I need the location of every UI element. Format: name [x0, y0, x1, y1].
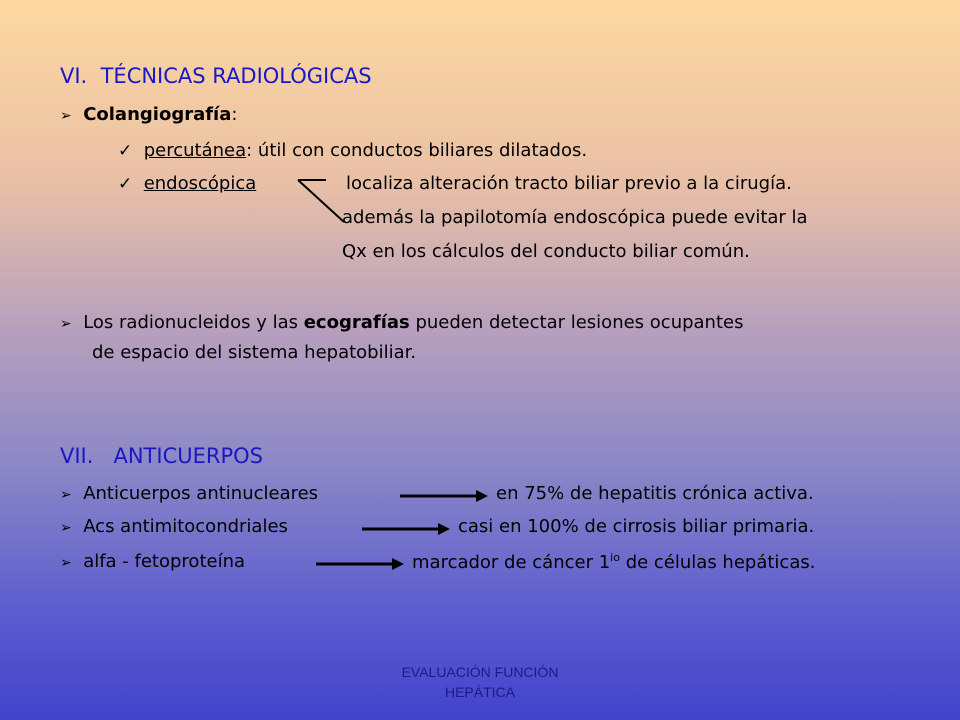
endoscopica-term: endoscópica [143, 173, 257, 194]
checkmark-icon: ✓ [118, 174, 133, 194]
arrow-bullet-icon: ➢ [60, 487, 72, 503]
radionucleidos-text-pre: Los radionucleidos y las [83, 312, 304, 333]
section-7-number: VII. [60, 444, 94, 468]
arrow-bullet-icon: ➢ [60, 108, 72, 124]
footer-line-1: EVALUACIÓN FUNCIÓN [401, 664, 559, 680]
colangiografia-colon: : [231, 104, 238, 125]
percutanea-term: percutánea [143, 140, 247, 161]
radionucleidos-text-post: pueden detectar lesiones ocupantes [409, 312, 744, 333]
fetoproteina-superscript: io [610, 551, 620, 564]
fetoproteina-item [60, 551, 245, 572]
antimitocondriales-label: Acs antimitocondriales [83, 516, 288, 537]
radionucleidos-line2: de espacio del sistema hepatobiliar. [92, 342, 417, 363]
antinucleares-item [60, 483, 318, 504]
antinucleares-label: Anticuerpos antinucleares [83, 483, 319, 504]
slide-footer [340, 662, 620, 702]
fetoproteina-value [412, 551, 815, 573]
colangiografia-label: Colangiografía [83, 104, 232, 125]
arrow-right-icon [362, 522, 452, 536]
section-6-number: VI. [60, 64, 88, 88]
percutanea-item [118, 140, 587, 161]
fetoproteina-value-pre: marcador de cáncer 1 [412, 552, 611, 573]
endoscopica-line2: además la papilotomía endoscópica puede evitar la [342, 207, 808, 228]
footer-line-2: HEPÁTICA [444, 684, 515, 700]
radionucleidos-item [60, 312, 743, 333]
percutanea-description: : útil con conductos biliares dilatados. [246, 140, 588, 161]
colangiografia-item [60, 104, 237, 125]
checkmark-icon: ✓ [118, 141, 133, 161]
endoscopica-item [118, 173, 256, 194]
ecografias-term: ecografías [303, 312, 410, 333]
arrow-bullet-icon: ➢ [60, 316, 72, 332]
section-7-title: ANTICUERPOS [113, 444, 263, 468]
arrow-right-icon [316, 557, 406, 571]
section-6-heading [60, 64, 372, 88]
arrow-bullet-icon: ➢ [60, 555, 72, 571]
section-7-heading [60, 444, 263, 468]
antinucleares-value: en 75% de hepatitis crónica activa. [496, 483, 814, 504]
section-6-title: TÉCNICAS RADIOLÓGICAS [100, 64, 372, 88]
antimitocondriales-value: casi en 100% de cirrosis biliar primaria. [458, 516, 815, 537]
fetoproteina-value-post: de células hepáticas. [619, 552, 816, 573]
endoscopica-line3: Qx en los cálculos del conducto biliar común. [342, 241, 750, 262]
arrow-bullet-icon: ➢ [60, 520, 72, 536]
antimitocondriales-item [60, 516, 288, 537]
endoscopica-line1: localiza alteración tracto biliar previo a la cirugía. [346, 173, 792, 194]
fetoproteina-label: alfa - fetoproteína [83, 551, 246, 572]
arrow-right-icon [400, 489, 490, 503]
